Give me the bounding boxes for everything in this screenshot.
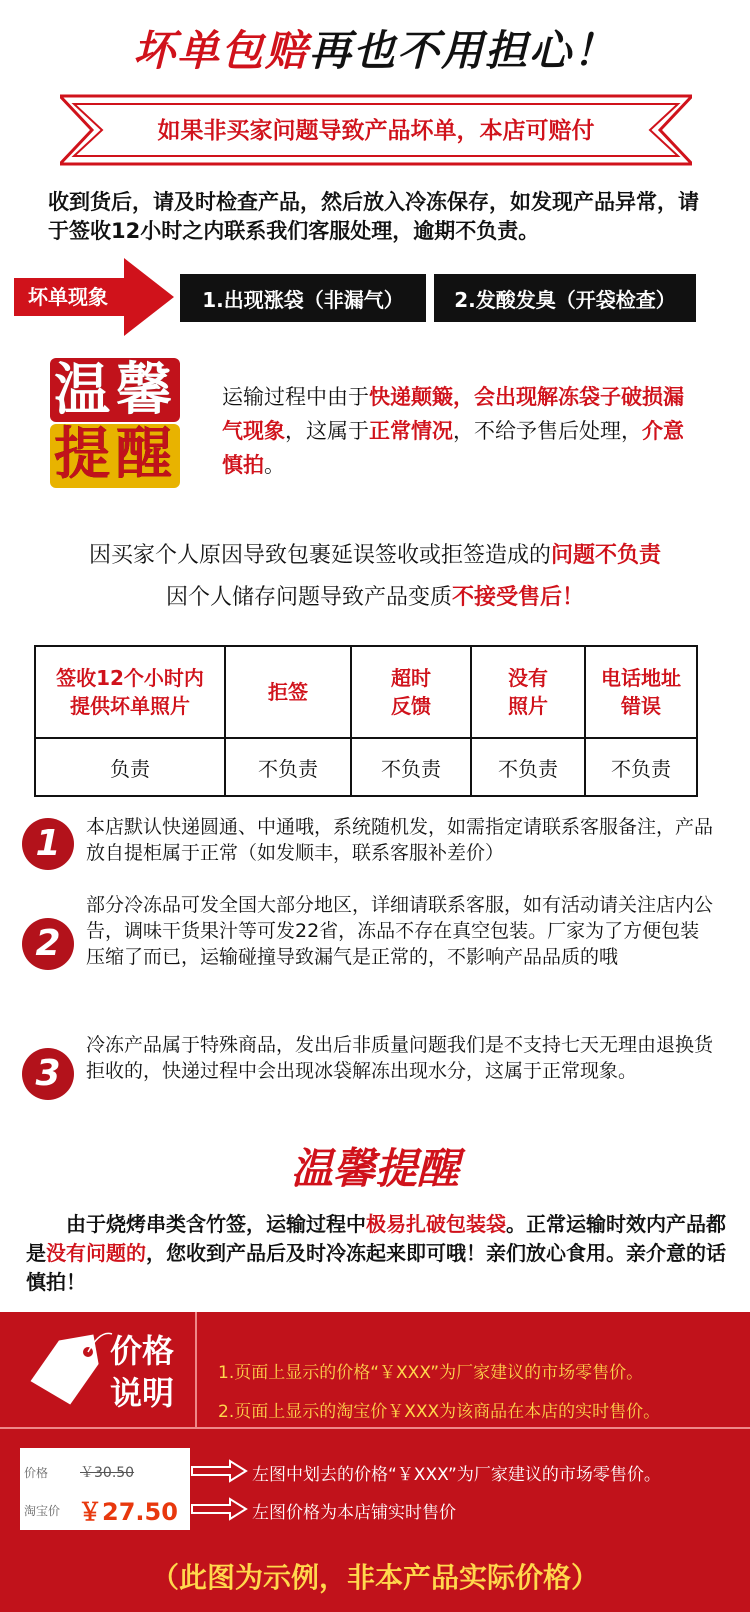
number-badge-1: 1: [22, 818, 74, 870]
box-price-1: ￥30.50: [80, 1465, 135, 1481]
table-header: 超时 反馈: [351, 646, 471, 738]
outro-text: [26, 1210, 726, 1297]
divider: [195, 1312, 197, 1429]
outro-part: ，您收到产品后及时冷冻起来即可哦！亲们放心食用。亲介意的话慎拍！: [26, 1241, 726, 1294]
title-black: 再也不用担心！: [309, 26, 618, 75]
tip-part: 。: [264, 453, 285, 477]
outro-part: 由于烧烤串类含竹签，运输过程中: [26, 1212, 366, 1236]
price-note-1: 左图中划去的价格“￥XXX”为厂家建议的市场零售价。: [252, 1465, 661, 1485]
notice-line-1: [0, 538, 750, 569]
logo-char-1: 温: [54, 358, 110, 423]
banner-text: 如果非买家问题导致产品坏单，本店可赔付: [157, 118, 595, 144]
bad-order-label: 坏单现象: [28, 285, 108, 309]
price-line-2: 2.页面上显示的淘宝价￥XXX为该商品在本店的实时售价。: [218, 1402, 661, 1422]
item-text-2: 部分冷冻品可发全国大部分地区，详细请联系客服，如有活动请关注店内公告，调味干货果汁等可发22省，冻品不存在真空包装。厂家为了方便包装压缩了而已，运输碰撞导致漏气是正常的，不影响产品品质的哦: [86, 894, 714, 968]
notice-text: 因个人储存问题导致产品变质: [165, 585, 452, 610]
price-tag-icon: [20, 1330, 115, 1412]
outro-red: 极易扎破包装袋: [366, 1212, 506, 1236]
outro-part: 。正常运输时效内产品都是: [26, 1212, 726, 1265]
table-header: 电话地址 错误: [585, 646, 697, 738]
tip-part-red: 介意慎拍: [222, 419, 684, 477]
table-cell: 不负责: [225, 738, 351, 796]
tip-part: ，不给予售后处理，: [453, 419, 642, 443]
notice-red: 不接受售后！: [452, 585, 585, 610]
table-cell: 负责: [35, 738, 225, 796]
logo-char-4: 醒: [116, 422, 172, 487]
warm-tip-text: [222, 380, 702, 482]
price-line-1: 1.页面上显示的价格“￥XXX”为厂家建议的市场零售价。: [218, 1363, 644, 1383]
outro-red: 没有问题的: [46, 1241, 146, 1265]
number-badge-2: 2: [22, 918, 74, 970]
price-title-2: 说明: [110, 1374, 175, 1412]
table-cell: 不负责: [351, 738, 471, 796]
page-title: [0, 18, 750, 78]
bad-order-item-2: 2.发酸发臭（开袋检查）: [434, 274, 696, 322]
notice-text: 因买家个人原因导致包裹延误签收或拒签造成的: [88, 543, 551, 568]
price-title-1: 价格: [110, 1332, 175, 1370]
box-price-2: ￥27.50: [78, 1498, 178, 1526]
logo-char-2: 馨: [116, 358, 172, 423]
table-cell: 不负责: [585, 738, 697, 796]
arrow-icon: [190, 1458, 248, 1484]
tip-part-red: 快递颠簸，会出现解冻袋子破损漏气现象: [222, 385, 684, 443]
warm-tip-logo: [50, 358, 180, 488]
box-label-2: 淘宝价: [24, 1504, 61, 1518]
table-header: 拒签: [225, 646, 351, 738]
table-cell: 不负责: [471, 738, 585, 796]
table-header: 签收12个小时内 提供坏单照片: [35, 646, 225, 738]
intro-text: 收到货后，请及时检查产品，然后放入冷冻保存，如发现产品异常，请于签收12小时之内联系我们客服处理，逾期不负责。: [48, 190, 699, 243]
tip-part: ，这属于: [285, 419, 369, 443]
arrow-icon: [190, 1496, 248, 1522]
bad-order-item-1: 1.出现涨袋（非漏气）: [180, 274, 426, 322]
notice-line-2: [0, 580, 750, 611]
number-badge-3: 3: [22, 1048, 74, 1100]
bottom-disclaimer: （此图为示例，非本产品实际价格）: [150, 1561, 599, 1594]
responsibility-table: [34, 645, 698, 797]
tip-part-red: 正常情况: [369, 419, 453, 443]
logo-char-3: 提: [54, 422, 110, 487]
warm-tip-title: 温馨提醒: [290, 1144, 459, 1193]
item-text-1: 本店默认快递圆通、中通哦，系统随机发，如需指定请联系客服备注，产品放自提柜属于正常（如发顺丰，联系客服补差价）: [86, 816, 714, 864]
price-note-2: 左图价格为本店铺实时售价: [252, 1503, 456, 1523]
table-header: 没有 照片: [471, 646, 585, 738]
box-label-1: 价格: [24, 1466, 49, 1480]
notice-red: 问题不负责: [551, 543, 662, 568]
tip-part: 运输过程中由于: [222, 385, 369, 409]
item-text-3: 冷冻产品属于特殊商品，发出后非质量问题我们是不支持七天无理由退换货拒收的，快递过程中会出现冰袋解冻出现水分，这属于正常现象。: [86, 1034, 714, 1082]
price-example-box: [20, 1448, 190, 1530]
title-red: 坏单包赔: [132, 26, 309, 75]
